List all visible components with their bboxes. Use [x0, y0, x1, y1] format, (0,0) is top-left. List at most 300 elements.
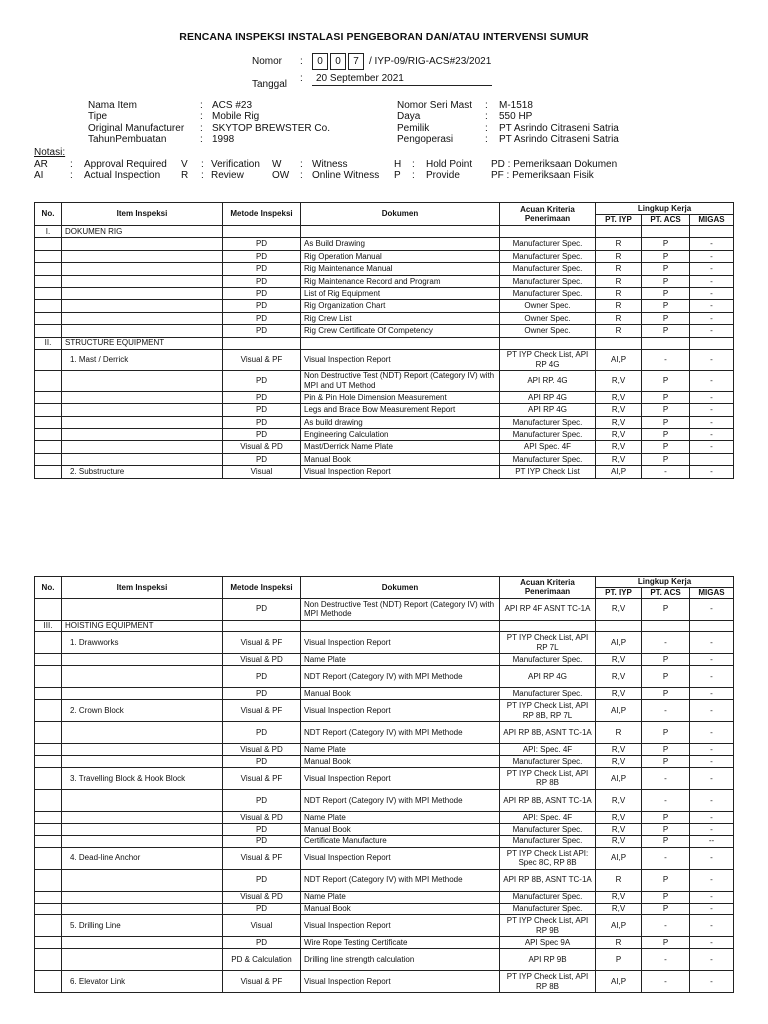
cell-acuan: PT IYP Check List — [500, 466, 596, 478]
cell-no — [35, 937, 62, 949]
cell-acs: - — [642, 767, 690, 789]
info-right — [397, 100, 619, 145]
cell-item: 2. Crown Block — [62, 700, 223, 722]
cell-dokumen: Engineering Calculation — [301, 429, 500, 441]
info-label: TahunPembuatan — [88, 133, 167, 145]
notasi-colon: : — [201, 158, 204, 170]
cell-iyp: R — [596, 937, 642, 949]
cell-item — [62, 811, 223, 823]
cell-acs: P — [642, 391, 690, 403]
cell-no — [35, 287, 62, 299]
cell-metode: PD — [223, 416, 301, 428]
table-row — [35, 835, 734, 847]
notasi-colon: : — [300, 170, 303, 181]
header-acs: PT. ACS — [642, 215, 690, 226]
cell-migas: - — [690, 598, 734, 620]
cell-item: 5. Drilling Line — [62, 915, 223, 937]
header-lingkup: Lingkup Kerja — [596, 577, 734, 588]
cell-iyp — [596, 337, 642, 349]
cell-item — [62, 688, 223, 700]
cell-iyp: AI,P — [596, 915, 642, 937]
cell-acuan: Owner Spec. — [500, 325, 596, 337]
cell-migas: - — [690, 937, 734, 949]
cell-acuan — [500, 226, 596, 238]
table-row — [35, 275, 734, 287]
cell-dokumen: As Build Drawing — [301, 238, 500, 250]
table-row — [35, 666, 734, 688]
cell-migas: - — [690, 949, 734, 971]
colon: : — [200, 133, 203, 145]
cell-acuan: API RP 9B — [500, 949, 596, 971]
cell-iyp: R,V — [596, 370, 642, 391]
cell-item — [62, 654, 223, 666]
header-metode: Metode Inspeksi — [223, 577, 301, 599]
cell-metode: PD — [223, 300, 301, 312]
table-row — [35, 429, 734, 441]
cell-acuan: API RP 8B, ASNT TC-1A — [500, 722, 596, 744]
cell-no — [35, 971, 62, 993]
cell-acuan: Manufacturer Spec. — [500, 238, 596, 250]
cell-metode: PD — [223, 275, 301, 287]
cell-acs: P — [642, 429, 690, 441]
cell-no — [35, 453, 62, 465]
cell-no — [35, 688, 62, 700]
cell-migas: - — [690, 312, 734, 324]
cell-item — [62, 756, 223, 768]
table-row — [35, 226, 734, 238]
tanggal-value: 20 September 2021 — [312, 73, 492, 86]
table-row — [35, 654, 734, 666]
table-row — [35, 971, 734, 993]
cell-metode: PD — [223, 263, 301, 275]
cell-acuan: PT IYP Check List, API RP 8B — [500, 767, 596, 789]
cell-acuan: API: Spec. 4F — [500, 811, 596, 823]
cell-dokumen: Visual Inspection Report — [301, 466, 500, 478]
cell-migas: - — [690, 654, 734, 666]
colon: : — [200, 122, 203, 134]
cell-no — [35, 632, 62, 654]
cell-migas: - — [690, 466, 734, 478]
colon: : — [485, 122, 488, 134]
cell-acuan: PT IYP Check List, API RP 9B — [500, 915, 596, 937]
table-row — [35, 632, 734, 654]
notasi-colon: : — [70, 170, 73, 181]
cell-migas — [690, 337, 734, 349]
header-dokumen: Dokumen — [301, 203, 500, 226]
cell-migas: - — [690, 811, 734, 823]
cell-no — [35, 275, 62, 287]
cell-migas: - — [690, 416, 734, 428]
cell-no — [35, 654, 62, 666]
cell-no — [35, 598, 62, 620]
cell-acuan: PT IYP Check List API: Spec 8C, RP 8B — [500, 847, 596, 869]
cell-migas: - — [690, 275, 734, 287]
header-item: Item Inspeksi — [62, 577, 223, 599]
cell-metode: PD — [223, 835, 301, 847]
colon: : — [485, 100, 488, 111]
cell-acuan: Owner Spec. — [500, 300, 596, 312]
cell-acuan: Manufacturer Spec. — [500, 688, 596, 700]
cell-acuan: API RP 4F ASNT TC-1A — [500, 598, 596, 620]
cell-item — [62, 453, 223, 465]
cell-dokumen: Rig Organization Chart — [301, 300, 500, 312]
cell-item — [62, 370, 223, 391]
notasi-colon: : — [412, 170, 415, 181]
cell-acs: P — [642, 263, 690, 275]
cell-migas: - — [690, 300, 734, 312]
cell-migas: - — [690, 666, 734, 688]
table-row — [35, 903, 734, 915]
info-label: Nomor Seri Mast — [397, 100, 473, 111]
cell-dokumen — [301, 620, 500, 632]
cell-acuan: Manufacturer Spec. — [500, 453, 596, 465]
cell-item: HOISTING EQUIPMENT — [62, 620, 223, 632]
cell-acuan: Owner Spec. — [500, 312, 596, 324]
header-acuan: Acuan Kriteria Penerimaan — [500, 577, 596, 599]
cell-acs — [642, 337, 690, 349]
header-iyp: PT. IYP — [596, 588, 642, 599]
cell-acuan: Manufacturer Spec. — [500, 250, 596, 262]
cell-acs: - — [642, 949, 690, 971]
cell-migas: - — [690, 349, 734, 370]
table-2-body — [35, 598, 734, 993]
cell-item — [62, 325, 223, 337]
cell-iyp: R,V — [596, 744, 642, 756]
cell-metode: Visual & PF — [223, 632, 301, 654]
cell-acuan: Manufacturer Spec. — [500, 429, 596, 441]
cell-iyp: AI,P — [596, 700, 642, 722]
info-value: ACS #23 — [212, 100, 253, 111]
cell-no: I. — [35, 226, 62, 238]
table-row — [35, 688, 734, 700]
notasi-code: OW — [272, 170, 290, 181]
cell-acs: - — [642, 789, 690, 811]
cell-dokumen: List of Rig Equipment — [301, 287, 500, 299]
cell-no — [35, 915, 62, 937]
notasi-code: V — [181, 158, 188, 170]
cell-acs: P — [642, 823, 690, 835]
cell-dokumen: Rig Crew Certificate Of Competency — [301, 325, 500, 337]
cell-item — [62, 598, 223, 620]
header-item: Item Inspeksi — [62, 203, 223, 226]
info-value: SKYTOP BREWSTER Co. — [212, 122, 330, 134]
cell-metode: PD — [223, 869, 301, 891]
cell-item — [62, 789, 223, 811]
cell-item — [62, 949, 223, 971]
table-row — [35, 370, 734, 391]
cell-iyp: R — [596, 722, 642, 744]
header-metode: Metode Inspeksi — [223, 203, 301, 226]
cell-iyp: R — [596, 287, 642, 299]
table-row — [35, 756, 734, 768]
cell-iyp: AI,P — [596, 466, 642, 478]
cell-acuan: Manufacturer Spec. — [500, 416, 596, 428]
cell-item: 3. Travelling Block & Hook Block — [62, 767, 223, 789]
cell-iyp: R,V — [596, 654, 642, 666]
cell-iyp: R — [596, 312, 642, 324]
cell-migas: -- — [690, 835, 734, 847]
cell-metode: Visual & PD — [223, 811, 301, 823]
table-row — [35, 811, 734, 823]
table-row — [35, 915, 734, 937]
notasi-code: AR — [34, 158, 48, 170]
cell-dokumen: Visual Inspection Report — [301, 700, 500, 722]
cell-metode: PD — [223, 598, 301, 620]
cell-migas: - — [690, 370, 734, 391]
nomor-label: Nomor — [252, 56, 283, 67]
table-row — [35, 823, 734, 835]
cell-item — [62, 744, 223, 756]
cell-metode: PD — [223, 937, 301, 949]
table-row — [35, 453, 734, 465]
cell-dokumen — [301, 226, 500, 238]
cell-item: 1. Drawworks — [62, 632, 223, 654]
cell-acuan: Manufacturer Spec. — [500, 835, 596, 847]
cell-metode: PD — [223, 312, 301, 324]
cell-migas: - — [690, 238, 734, 250]
cell-no — [35, 441, 62, 453]
cell-item — [62, 238, 223, 250]
cell-iyp: R — [596, 263, 642, 275]
notasi-text: PF : Pemeriksaan Fisik — [491, 170, 594, 181]
notasi-label: Notasi: — [34, 147, 66, 158]
cell-metode: Visual & PF — [223, 971, 301, 993]
notasi-text: Actual Inspection — [84, 170, 161, 181]
cell-iyp: R,V — [596, 404, 642, 416]
table-row — [35, 349, 734, 370]
cell-metode: Visual & PF — [223, 847, 301, 869]
cell-acs: P — [642, 287, 690, 299]
cell-acuan — [500, 620, 596, 632]
cell-acs: - — [642, 349, 690, 370]
cell-item — [62, 404, 223, 416]
cell-acs: P — [642, 598, 690, 620]
cell-iyp: R,V — [596, 598, 642, 620]
header-acuan: Acuan Kriteria Penerimaan — [500, 203, 596, 226]
cell-no — [35, 789, 62, 811]
cell-dokumen: Rig Maintenance Record and Program — [301, 275, 500, 287]
cell-item — [62, 666, 223, 688]
table-row — [35, 767, 734, 789]
cell-item — [62, 835, 223, 847]
table-row — [35, 441, 734, 453]
cell-iyp: AI,P — [596, 971, 642, 993]
cell-acuan: PT IYP Check List, API RP 7L — [500, 632, 596, 654]
cell-no — [35, 349, 62, 370]
cell-migas: - — [690, 263, 734, 275]
colon: : — [300, 73, 303, 84]
cell-dokumen: NDT Report (Category IV) with MPI Methode — [301, 722, 500, 744]
cell-item — [62, 823, 223, 835]
cell-no — [35, 767, 62, 789]
inspection-table-2 — [34, 576, 734, 993]
notasi-row — [34, 170, 617, 182]
table-row — [35, 466, 734, 478]
cell-migas: - — [690, 767, 734, 789]
cell-acuan: Manufacturer Spec. — [500, 263, 596, 275]
cell-item: 4. Dead-line Anchor — [62, 847, 223, 869]
cell-no — [35, 300, 62, 312]
header-no: No. — [35, 203, 62, 226]
cell-acs: P — [642, 370, 690, 391]
cell-no — [35, 416, 62, 428]
cell-iyp: R,V — [596, 789, 642, 811]
cell-metode: PD & Calculation — [223, 949, 301, 971]
cell-iyp: R — [596, 325, 642, 337]
cell-no — [35, 811, 62, 823]
cell-acuan: API RP 4G — [500, 404, 596, 416]
cell-acs: P — [642, 666, 690, 688]
cell-migas: - — [690, 632, 734, 654]
cell-item — [62, 263, 223, 275]
cell-dokumen: Visual Inspection Report — [301, 632, 500, 654]
cell-no — [35, 325, 62, 337]
cell-migas: - — [690, 869, 734, 891]
cell-dokumen: As build drawing — [301, 416, 500, 428]
notasi-text: PD : Pemeriksaan Dokumen — [491, 158, 618, 170]
cell-dokumen: Name Plate — [301, 744, 500, 756]
cell-iyp: R,V — [596, 666, 642, 688]
header-migas: MIGAS — [690, 588, 734, 599]
cell-acuan: Manufacturer Spec. — [500, 823, 596, 835]
cell-item — [62, 287, 223, 299]
info-value: M-1518 — [499, 100, 533, 111]
cell-metode: PD — [223, 666, 301, 688]
cell-acuan: PT IYP Check List, API RP 4G — [500, 349, 596, 370]
cell-no — [35, 869, 62, 891]
cell-acs: P — [642, 937, 690, 949]
cell-acuan: Manufacturer Spec. — [500, 654, 596, 666]
notasi-code: P — [394, 170, 401, 181]
info-value: PT Asrindo Citraseni Satria — [499, 133, 619, 145]
notasi-colon: : — [201, 170, 204, 181]
nomor-digit: 0 — [330, 53, 346, 70]
nomor-digit: 0 — [312, 53, 328, 70]
cell-iyp: R — [596, 869, 642, 891]
cell-acs — [642, 226, 690, 238]
cell-metode: PD — [223, 789, 301, 811]
cell-no — [35, 722, 62, 744]
table-row — [35, 325, 734, 337]
colon: : — [200, 100, 203, 111]
cell-acuan: API RP 8B, ASNT TC-1A — [500, 789, 596, 811]
notasi-colon: : — [412, 158, 415, 170]
cell-dokumen: Pin & Pin Hole Dimension Measurement — [301, 391, 500, 403]
table-row — [35, 391, 734, 403]
nomor-suffix: / IYP-09/RIG-ACS#23/2021 — [369, 56, 492, 67]
cell-acs: P — [642, 404, 690, 416]
cell-acuan: API: Spec. 4F — [500, 744, 596, 756]
cell-no — [35, 847, 62, 869]
cell-acuan: API RP 4G — [500, 666, 596, 688]
tanggal-row — [252, 73, 492, 90]
header-acs: PT. ACS — [642, 588, 690, 599]
cell-dokumen: Non Destructive Test (NDT) Report (Category IV) with MPI and UT Method — [301, 370, 500, 391]
table-row — [35, 287, 734, 299]
table-row — [35, 744, 734, 756]
cell-dokumen: Visual Inspection Report — [301, 767, 500, 789]
cell-no — [35, 823, 62, 835]
notasi-text: Review — [211, 170, 244, 181]
notasi-code: AI — [34, 170, 44, 181]
cell-iyp: AI,P — [596, 349, 642, 370]
cell-acs: P — [642, 756, 690, 768]
cell-metode: Visual & PD — [223, 891, 301, 903]
table-row — [35, 263, 734, 275]
cell-dokumen: Manual Book — [301, 823, 500, 835]
table-row — [35, 847, 734, 869]
notasi-code: W — [272, 158, 282, 170]
cell-no — [35, 835, 62, 847]
cell-acs: - — [642, 847, 690, 869]
cell-iyp: R,V — [596, 756, 642, 768]
table-row — [35, 722, 734, 744]
cell-item: 2. Substructure — [62, 466, 223, 478]
cell-no — [35, 312, 62, 324]
cell-acs: P — [642, 238, 690, 250]
cell-no: II. — [35, 337, 62, 349]
cell-dokumen: Name Plate — [301, 891, 500, 903]
cell-dokumen: Visual Inspection Report — [301, 971, 500, 993]
cell-dokumen: NDT Report (Category IV) with MPI Methode — [301, 789, 500, 811]
cell-no — [35, 700, 62, 722]
cell-item — [62, 312, 223, 324]
cell-migas — [690, 226, 734, 238]
cell-metode: PD — [223, 238, 301, 250]
cell-iyp: R,V — [596, 891, 642, 903]
cell-dokumen: Visual Inspection Report — [301, 847, 500, 869]
cell-metode: Visual & PF — [223, 700, 301, 722]
cell-acs: P — [642, 688, 690, 700]
cell-acs: - — [642, 915, 690, 937]
document-title: RENCANA INSPEKSI INSTALASI PENGEBORAN DAN/ATAU INTERVENSI SUMUR — [179, 31, 589, 43]
cell-metode: Visual & PF — [223, 767, 301, 789]
cell-metode — [223, 337, 301, 349]
cell-metode: Visual — [223, 466, 301, 478]
cell-acs: P — [642, 744, 690, 756]
cell-metode: PD — [223, 325, 301, 337]
header-dokumen: Dokumen — [301, 577, 500, 599]
cell-migas: - — [690, 429, 734, 441]
cell-acs: P — [642, 453, 690, 465]
cell-metode: PD — [223, 250, 301, 262]
table-row — [35, 416, 734, 428]
cell-dokumen: Manual Book — [301, 688, 500, 700]
table-row — [35, 404, 734, 416]
cell-acs: - — [642, 971, 690, 993]
cell-no: III. — [35, 620, 62, 632]
cell-acuan — [500, 337, 596, 349]
cell-acuan: Manufacturer Spec. — [500, 891, 596, 903]
cell-migas: - — [690, 744, 734, 756]
cell-acs: - — [642, 700, 690, 722]
notasi-colon: : — [70, 158, 73, 170]
cell-iyp: AI,P — [596, 847, 642, 869]
info-label: Daya — [397, 111, 421, 123]
cell-dokumen: Rig Crew List — [301, 312, 500, 324]
cell-acuan: Manufacturer Spec. — [500, 903, 596, 915]
cell-acs: P — [642, 250, 690, 262]
info-value: Mobile Rig — [212, 111, 260, 123]
inspection-table-1 — [34, 202, 734, 479]
cell-no — [35, 263, 62, 275]
header-lingkup: Lingkup Kerja — [596, 203, 734, 215]
notasi-colon: : — [300, 158, 303, 170]
cell-iyp — [596, 226, 642, 238]
cell-item — [62, 416, 223, 428]
cell-dokumen: Visual Inspection Report — [301, 915, 500, 937]
cell-item — [62, 937, 223, 949]
